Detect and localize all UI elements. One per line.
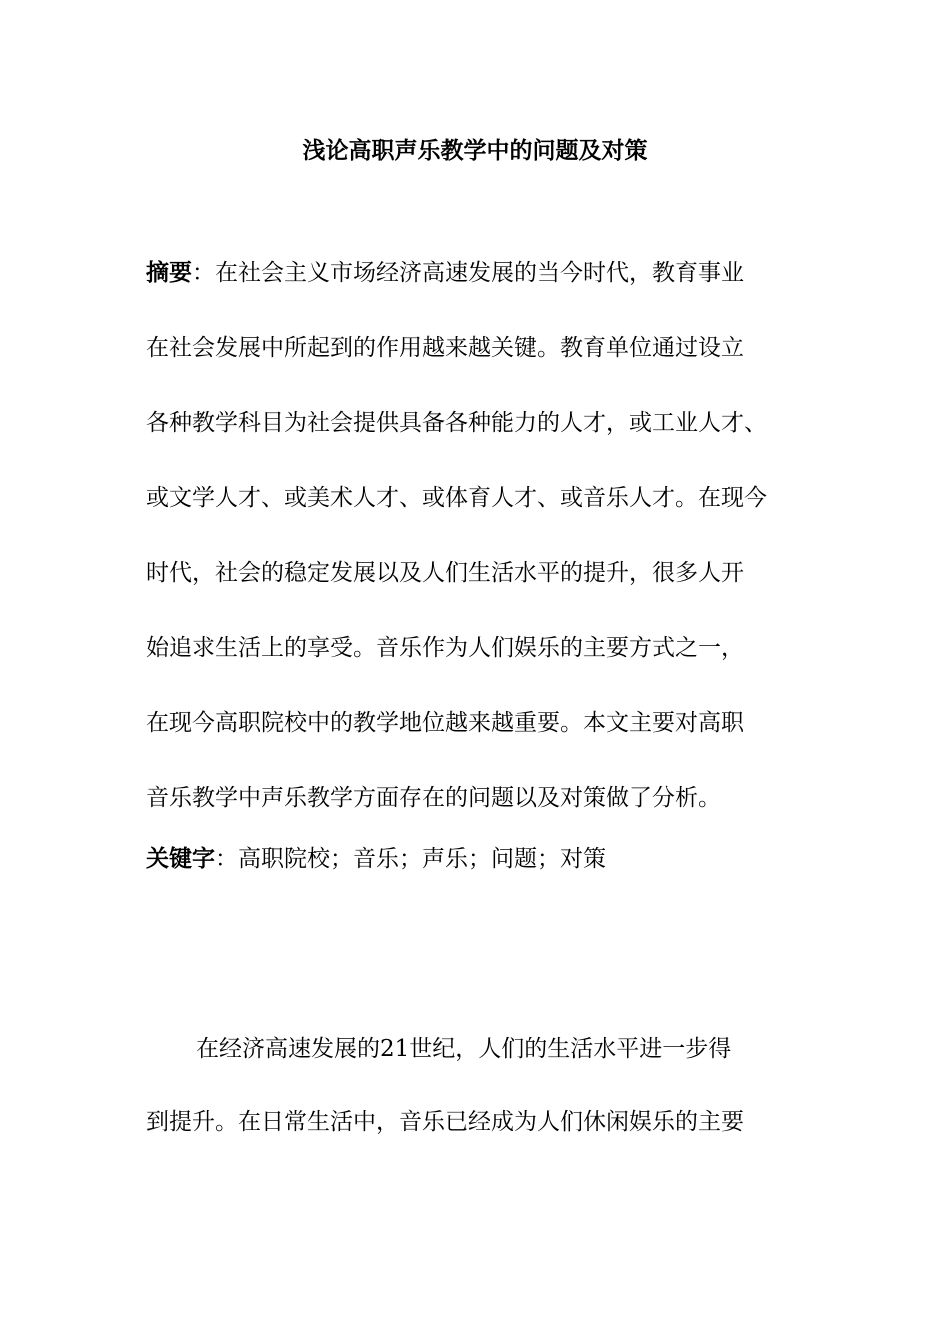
body-paragraph-line: 在经济高速发展的21世纪，人们的生活水平进一步得 [196,1036,732,1062]
abstract-line: 在现今高职院校中的教学地位越来越重要。本文主要对高职 [146,710,744,736]
abstract-label: 摘要 [146,260,192,286]
abstract-colon: ： [192,260,215,286]
keywords-label: 关键字 [146,846,215,872]
document-title: 浅论高职声乐教学中的问题及对策 [302,138,648,164]
keywords-text: 高职院校；音乐；声乐；问题；对策 [238,846,606,872]
abstract-line: 或文学人才、或美术人才、或体育人才、或音乐人才。在现今 [146,485,767,511]
abstract-line: 时代，社会的稳定发展以及人们生活水平的提升，很多人开 [146,560,744,586]
keywords-colon: ： [215,846,238,872]
keywords-line [146,842,606,876]
abstract-line: 各种教学科目为社会提供具备各种能力的人才，或工业人才、 [146,410,767,436]
abstract-text: 在社会主义市场经济高速发展的当今时代，教育事业 [215,260,744,286]
abstract-line: 始追求生活上的享受。音乐作为人们娱乐的主要方式之一， [146,635,744,661]
abstract-line: 在社会发展中所起到的作用越来越关键。教育单位通过设立 [146,335,744,361]
body-paragraph-line: 到提升。在日常生活中，音乐已经成为人们休闲娱乐的主要 [146,1109,744,1135]
abstract-line: 音乐教学中声乐教学方面存在的问题以及对策做了分析。 [146,785,721,811]
abstract-line [146,256,744,290]
